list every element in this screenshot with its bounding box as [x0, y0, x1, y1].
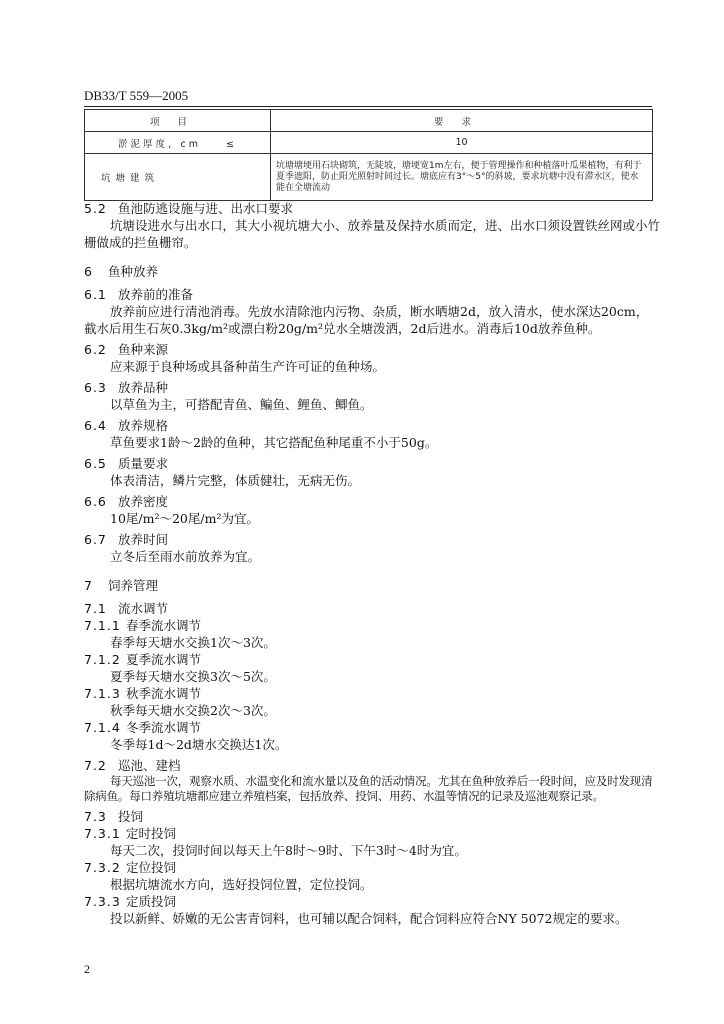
table-header-requirement: 要求 — [271, 110, 653, 132]
section-title: 质量要求 — [118, 456, 169, 471]
table-cell-item: 淤泥厚度，cm ≤ — [85, 132, 271, 154]
requirements-table — [84, 109, 653, 201]
section-title: 放养密度 — [118, 494, 169, 509]
section-heading — [84, 493, 660, 510]
table-cell-requirement: 10 — [271, 132, 653, 154]
section-number: 6.5 — [84, 456, 107, 471]
table-row — [85, 132, 653, 154]
section-title: 投饲 — [118, 809, 144, 824]
section-heading — [84, 455, 660, 472]
subsection-heading — [84, 859, 660, 876]
section-number: 7.2 — [84, 758, 107, 773]
paragraph: 投以新鲜、娇嫩的无公害青饲料，也可辅以配合饲料，配合饲料应符合NY 5072规定的要求。 — [110, 911, 628, 926]
section-heading — [84, 531, 660, 548]
section-number: 5.2 — [84, 201, 107, 216]
subsection-heading — [84, 651, 660, 668]
section-number: 6.7 — [84, 532, 107, 547]
section-number: 7.1.3 — [84, 686, 121, 701]
section-number: 6.4 — [84, 418, 107, 433]
section-number: 7.1 — [84, 601, 107, 616]
section-title: 鱼池防逃设施与进、出水口要求 — [118, 201, 294, 216]
paragraph: 应来源于良种场或具备种苗生产许可证的鱼种场。 — [110, 359, 386, 374]
section-heading — [84, 286, 660, 303]
paragraph: 夏季每天塘水交换3次～5次。 — [110, 669, 276, 684]
paragraph: 坑塘设进水与出水口，其大小视坑塘大小、放养量及保持水质而定，进、出水口须设置铁丝网或小竹栅做成的拦鱼栅帘。 — [84, 218, 661, 250]
paragraph: 每天二次，投饲时间以每天上午8时～9时、下午3时～4时为宜。 — [110, 843, 467, 858]
paragraph: 每天巡池一次，观察水质、水温变化和流水量以及鱼的活动情况。尤其在鱼种放养后一段时间，应及时发现清除病鱼。每口养殖坑塘都应建立养殖档案，包括放养、投饲、用药、水温等情况的记录及巡池观察记录。 — [84, 774, 653, 803]
section-title: 鱼种来源 — [118, 342, 169, 357]
section-number: 7.3.2 — [84, 860, 121, 875]
table-header-row — [85, 110, 653, 132]
section-title: 定时投饲 — [126, 826, 177, 841]
section-number: 6.3 — [84, 380, 107, 395]
section-title: 定位投饲 — [126, 860, 177, 875]
chapter-heading — [84, 263, 660, 280]
paragraph: 10尾/m²～20尾/m²为宜。 — [110, 511, 259, 526]
section-heading — [84, 757, 660, 774]
paragraph: 春季每天塘水交换1次～3次。 — [110, 635, 276, 650]
section-title: 秋季流水调节 — [126, 686, 202, 701]
section-heading — [84, 600, 660, 617]
table-cell-requirement: 坑塘塘埂用石块砌筑，无陡坡，塘埂宽1m左右，便于管理操作和种植落叶瓜果植物，有利于夏季遮阳，防止阳光照射时间过长。塘底应有3°～5°的斜坡，要求坑塘中没有滞水区，使水能在全塘流动 — [271, 154, 653, 201]
paragraph: 冬季每1d～2d塘水交换达1次。 — [110, 737, 288, 752]
table-header-item: 项目 — [85, 110, 271, 132]
section-heading — [84, 808, 660, 825]
section-number: 7.1.1 — [84, 618, 121, 633]
section-number: 7.1.4 — [84, 720, 121, 735]
section-number: 6.6 — [84, 494, 107, 509]
table-row — [85, 154, 653, 201]
section-title: 放养时间 — [118, 532, 169, 547]
section-title: 鱼种放养 — [108, 264, 159, 279]
paragraph: 以草鱼为主，可搭配青鱼、鳊鱼、鲤鱼、鲫鱼。 — [110, 397, 373, 412]
table-cell-item: 坑塘建筑 — [85, 154, 271, 201]
section-number: 7.1.2 — [84, 652, 121, 667]
subsection-heading — [84, 617, 660, 634]
subsection-heading — [84, 685, 660, 702]
page-number: 2 — [84, 962, 90, 976]
paragraph: 放养前应进行清池消毒。先放水清除池内污物、杂质，断水晒塘2d，放入清水，使水深达20cm，截水后用生石灰0.3kg/m²或漂白粉20g/m²兑水全塘泼洒，2d后进水。消毒后10d放养鱼种。 — [84, 304, 649, 336]
header-rule — [84, 106, 652, 107]
section-title: 春季流水调节 — [126, 618, 202, 633]
paragraph: 根据坑塘流水方向，选好投饲位置，定位投饲。 — [110, 877, 373, 892]
section-heading — [84, 200, 660, 217]
section-title: 冬季流水调节 — [126, 720, 202, 735]
section-number: 6 — [84, 264, 93, 279]
subsection-heading — [84, 719, 660, 736]
section-number: 7.3.1 — [84, 826, 121, 841]
paragraph: 立冬后至雨水前放养为宜。 — [110, 549, 261, 564]
paragraph: 秋季每天塘水交换2次～3次。 — [110, 703, 276, 718]
section-number: 7.3 — [84, 809, 107, 824]
paragraph: 草鱼要求1龄～2龄的鱼种，其它搭配鱼种尾重不小于50g。 — [110, 435, 438, 450]
section-heading — [84, 341, 660, 358]
chapter-heading — [84, 577, 660, 594]
subsection-heading — [84, 825, 660, 842]
section-number: 6.2 — [84, 342, 107, 357]
section-title: 放养品种 — [118, 380, 169, 395]
section-number: 6.1 — [84, 287, 107, 302]
section-number: 7.3.3 — [84, 894, 121, 909]
section-title: 流水调节 — [118, 601, 169, 616]
section-heading — [84, 417, 660, 434]
paragraph: 体表清洁，鳞片完整，体质健壮，无病无伤。 — [110, 473, 361, 488]
section-number: 7 — [84, 578, 93, 593]
subsection-heading — [84, 893, 660, 910]
section-title: 饲养管理 — [108, 578, 159, 593]
section-title: 定质投饲 — [126, 894, 177, 909]
section-title: 放养前的准备 — [118, 287, 194, 302]
section-title: 放养规格 — [118, 418, 169, 433]
document-code: DB33/T 559—2005 — [84, 88, 189, 103]
section-title: 巡池、建档 — [118, 758, 181, 773]
section-heading — [84, 379, 660, 396]
section-title: 夏季流水调节 — [126, 652, 202, 667]
document-body — [84, 196, 660, 927]
